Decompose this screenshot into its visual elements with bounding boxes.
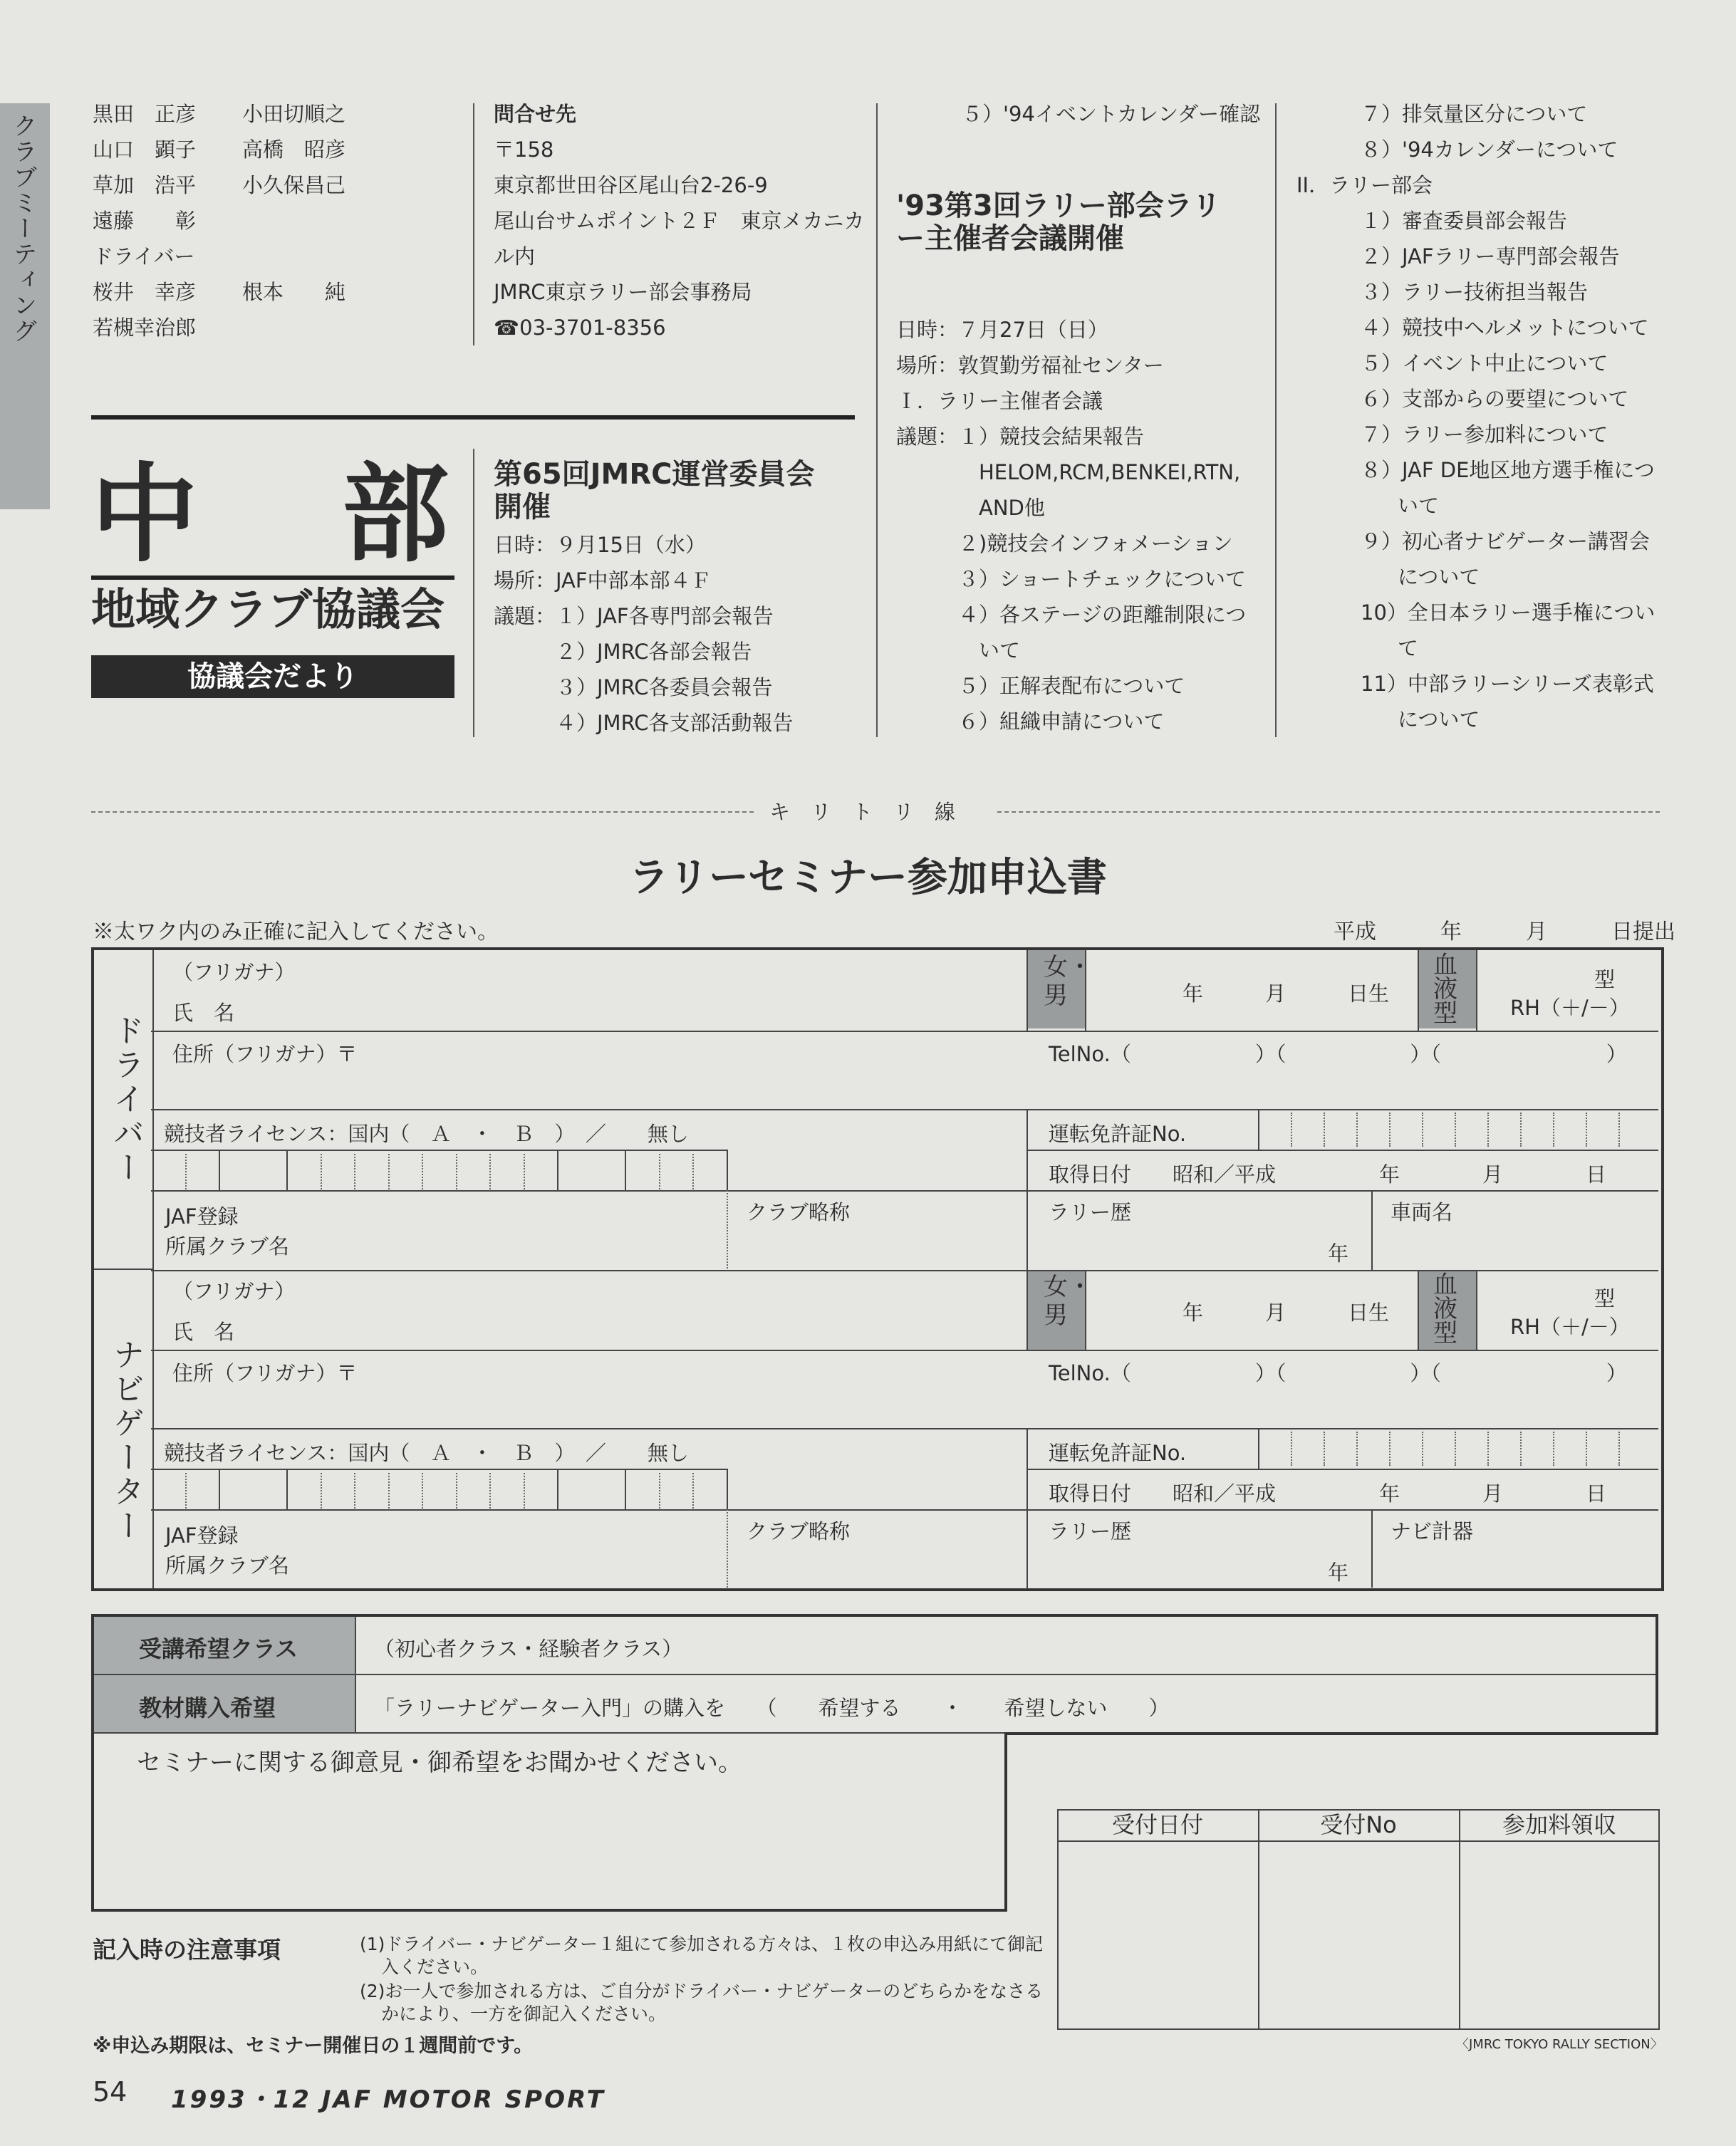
sex-label: 女・男: [1044, 953, 1092, 1010]
rally-line: HELOM,RCM,BENKEI,RTN,: [896, 460, 1241, 484]
material-value: 「ラリーナビゲーター入門」の購入を （ 希望する ・ 希望しない ）: [374, 1696, 1170, 1720]
column-divider: [1275, 103, 1277, 737]
rh-label: RH（＋/－）: [1510, 1315, 1630, 1339]
member-row: 山口 顕子 高橋 昭彦: [93, 137, 346, 162]
page-number: 54: [93, 2076, 128, 2108]
rally-line: いて: [896, 638, 1021, 662]
meeting65-line: ４）JMRC各支部活動報告: [494, 711, 794, 735]
col4-line: 11）中部ラリーシリーズ表彰式: [1361, 672, 1654, 696]
form-note: ※太ワク内のみ正確に記入してください。: [93, 920, 499, 944]
note-2b: かにより、一方を御記入ください。: [381, 2004, 667, 2024]
rally-meeting-details: [896, 312, 1246, 739]
rally-line: ２)競技会インフォメーション: [896, 531, 1233, 556]
col4-line: について: [1398, 707, 1480, 731]
contact-line: 東京都世田谷区尾山台2-26-9: [494, 173, 768, 197]
col4-line: ４）競技中ヘルメットについて: [1361, 316, 1649, 340]
member-list: [93, 96, 346, 345]
member-row: 桜井 幸彦 根本 純: [93, 280, 346, 304]
note-1a: (1)ドライバー・ナビゲーター１組にて参加される方々は、１枚の申込み用紙にて御記: [360, 1934, 1044, 1954]
deadline-note: ※申込み期限は、セミナー開催日の１週間前です。: [93, 2035, 534, 2057]
col4-line: ３）ラリー技術担当報告: [1361, 280, 1589, 304]
class-value: （初心者クラス・経験者クラス）: [374, 1637, 683, 1661]
tel-label: TelNo.（ ）（ ）（ ）: [1049, 1042, 1627, 1066]
col4-line: について: [1398, 565, 1480, 589]
navi-meter-label: ナビ計器: [1391, 1519, 1474, 1543]
region-title-1: 中: [91, 453, 199, 577]
year-label: 年: [1328, 1241, 1349, 1266]
col4-line: ２）JAFラリー専門部会報告: [1361, 244, 1620, 269]
section-tab-label: クラブミーティング: [9, 113, 37, 344]
meeting65-heading: 第65回JMRC運営委員会開催: [494, 458, 815, 524]
license-label: 競技者ライセンス：国内（ Ａ ・ Ｂ ） ／ 無し: [164, 1122, 689, 1146]
blood-type-label: 型: [1594, 1286, 1616, 1311]
name-label: 氏 名: [172, 1320, 235, 1344]
rally-line: 場所：敦賀勤労福祉センター: [896, 353, 1164, 377]
column-divider: [876, 103, 878, 737]
col4-line: ９）初心者ナビゲーター講習会: [1361, 529, 1651, 553]
note-2a: (2)お一人で参加される方は、ご自分がドライバー・ナビゲーターのどちらかをなさる: [360, 1981, 1044, 2001]
contact-line: 尾山台サムポイント２Ｆ 東京メカニカ: [494, 209, 865, 233]
club-name-label: 所属クラブ名: [165, 1234, 290, 1259]
year-label: 年: [1328, 1561, 1349, 1585]
title-rule: [91, 575, 454, 580]
rally-line: AND他: [896, 496, 1045, 520]
member-row: ドライバー: [93, 244, 195, 269]
rally-line: 議題：１）競技会結果報告: [896, 424, 1145, 449]
rally-line: ５）正解表配布について: [896, 674, 1185, 698]
rally-section-list: [1296, 96, 1655, 737]
license-label: 競技者ライセンス：国内（ Ａ ・ Ｂ ） ／ 無し: [164, 1441, 689, 1465]
column-divider: [473, 103, 474, 345]
address-label: 住所（フリガナ）〒: [172, 1361, 358, 1385]
acquired-date-label: 取得日付 昭和／平成 年 月 日: [1049, 1162, 1607, 1187]
column-divider: [473, 449, 474, 737]
header-rule: [91, 415, 855, 420]
club-name-label: 所属クラブ名: [165, 1553, 290, 1578]
section-credit: 〈JMRC TOKYO RALLY SECTION〉: [1456, 2037, 1663, 2052]
club-abbr-label: クラブ略称: [747, 1200, 851, 1224]
birth-label: 年 月 日生: [1183, 1301, 1390, 1325]
col4-line: いて: [1398, 494, 1440, 518]
member-row: 草加 浩平 小久保昌己: [93, 173, 346, 197]
driving-license-label: 運転免許証No.: [1049, 1122, 1187, 1146]
tel-label: TelNo.（ ）（ ）（ ）: [1049, 1361, 1627, 1385]
rally-meeting-heading: '93第3回ラリー部会ラリー主催者会議開催: [896, 189, 1221, 255]
rally-history-label: ラリー歴: [1049, 1519, 1132, 1543]
jaf-registration-label: JAF登録: [165, 1204, 239, 1229]
contact-line: ☎03-3701-8356: [494, 316, 666, 340]
class-label: 受講希望クラス: [139, 1635, 298, 1662]
birth-label: 年 月 日生: [1183, 981, 1390, 1006]
cut-line-label: キ リ ト リ 線: [769, 800, 956, 824]
section-tab: [0, 103, 50, 509]
vehicle-label: 車両名: [1391, 1200, 1453, 1224]
col4-line: 10）全日本ラリー選手権につい: [1361, 600, 1656, 625]
contact-line: ル内: [494, 244, 536, 269]
furigana-label: （フリガナ）: [172, 960, 296, 984]
col4-line: ８）JAF DE地区地方選手権につ: [1361, 458, 1655, 482]
notes-heading: 記入時の注意事項: [93, 1936, 281, 1964]
meeting65-line: 場所：JAF中部本部４Ｆ: [494, 568, 712, 593]
meeting65-line: 議題：１）JAF各専門部会報告: [494, 604, 774, 628]
blood-type-label: 型: [1594, 967, 1616, 991]
cut-line-right: [997, 811, 1660, 813]
meeting65-line: 日時：９月15日（水）: [494, 533, 706, 557]
name-label: 氏 名: [172, 1001, 235, 1025]
comment-label: セミナーに関する御意見・御希望をお聞かせください。: [137, 1749, 742, 1777]
col4-line: て: [1398, 636, 1419, 660]
contact-block: [494, 96, 865, 345]
col4-line: ７）排気量区分について: [1361, 102, 1588, 126]
council-banner: 協議会だより: [91, 655, 454, 698]
furigana-label: （フリガナ）: [172, 1279, 296, 1303]
submit-date: 平成 年 月 日提出: [1334, 920, 1675, 944]
meeting65-line: ３）JMRC各委員会報告: [494, 675, 773, 699]
rally-history-label: ラリー歴: [1049, 1200, 1132, 1224]
office-received-no: 受付No: [1320, 1811, 1397, 1838]
acquired-date-label: 取得日付 昭和／平成 年 月 日: [1049, 1481, 1607, 1506]
contact-heading: 問合せ先: [494, 102, 577, 126]
sex-label: 女・男: [1044, 1273, 1092, 1330]
material-label: 教材購入希望: [139, 1694, 276, 1722]
note-1b: 入ください。: [381, 1957, 489, 1977]
col4-line: ７）ラリー参加料について: [1361, 422, 1608, 447]
member-row: 若槻幸治郎: [93, 316, 197, 340]
col4-line: １）審査委員部会報告: [1361, 209, 1568, 233]
office-received-date: 受付日付: [1111, 1811, 1203, 1838]
region-title-2: 部: [342, 453, 449, 577]
rh-label: RH（＋/－）: [1510, 996, 1630, 1020]
navigator-section-label: ナビゲーター: [108, 1338, 144, 1543]
rally-line: 日時：７月27日（日）: [896, 318, 1108, 342]
club-abbr-label: クラブ略称: [747, 1519, 851, 1543]
member-row: 遠藤 彰: [93, 209, 197, 233]
rally-line: ６）組織申請について: [896, 709, 1165, 734]
cut-line-left: [91, 811, 754, 813]
contact-line: JMRC東京ラリー部会事務局: [494, 280, 752, 304]
col4-line: ５）イベント中止について: [1361, 351, 1608, 375]
blood-label: 血液型: [1433, 1271, 1457, 1348]
col3-top: ５）'94イベントカレンダー確認: [962, 102, 1261, 126]
council-title: 地域クラブ協議会: [91, 583, 445, 635]
jaf-registration-label: JAF登録: [165, 1523, 239, 1548]
col4-line: II．ラリー部会: [1296, 173, 1433, 197]
contact-line: 〒158: [494, 137, 554, 162]
driving-license-label: 運転免許証No.: [1049, 1441, 1187, 1465]
rally-line: ４）各ステージの距離制限につ: [896, 603, 1247, 627]
member-row: 黒田 正彦 小田切順之: [93, 102, 346, 126]
form-title: ラリーセミナー参加申込書: [629, 855, 1107, 901]
col4-line: ６）支部からの要望について: [1361, 387, 1629, 411]
blood-label: 血液型: [1433, 951, 1457, 1028]
office-use-table: [1057, 1809, 1660, 2030]
meeting65-details: [494, 527, 794, 741]
meeting65-line: ２）JMRC各部会報告: [494, 640, 752, 664]
col4-line: ８）'94カレンダーについて: [1361, 137, 1618, 162]
rally-line: ３）ショートチェックについて: [896, 567, 1246, 591]
address-label: 住所（フリガナ）〒: [172, 1042, 358, 1066]
driver-section-label: ドライバー: [108, 1014, 144, 1185]
rally-line: Ｉ．ラリー主催者会議: [896, 389, 1103, 413]
office-fee-receipt: 参加料領収: [1502, 1811, 1616, 1838]
magazine-footer: 1993・12 JAF MOTOR SPORT: [171, 2085, 605, 2114]
